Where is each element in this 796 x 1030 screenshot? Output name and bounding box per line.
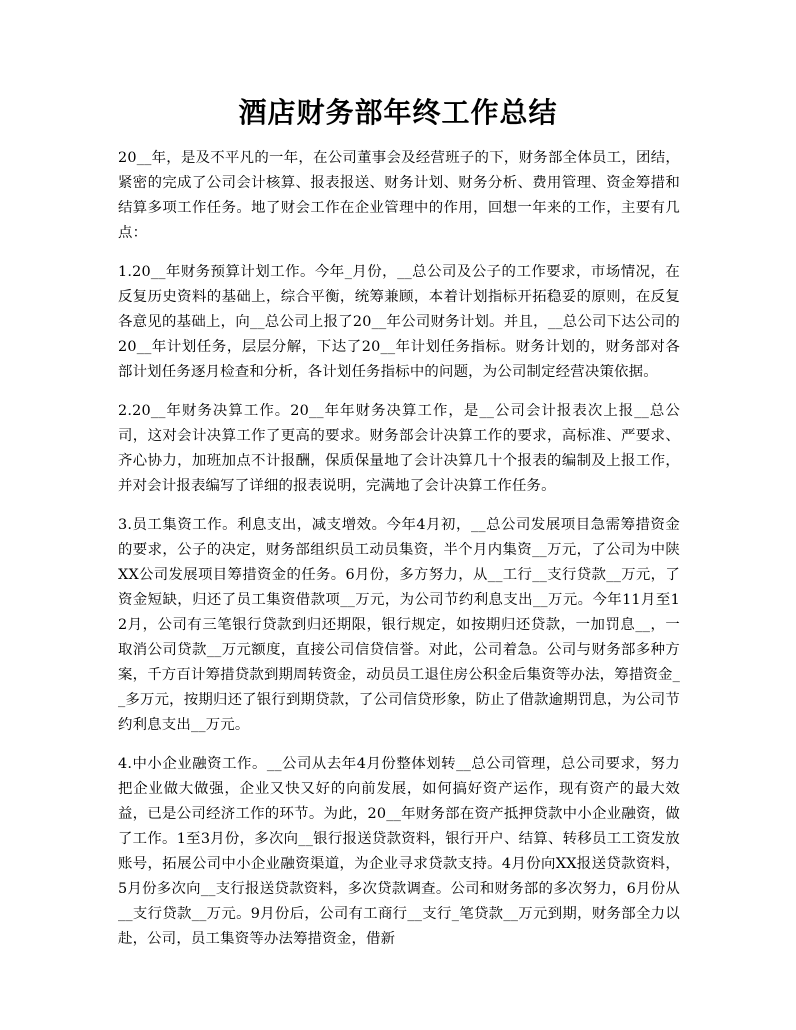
paragraph-budget-plan: 1.20__年财务预算计划工作。今年_月份，__总公司及公子的工作要求，市场情况，在反复历史资料的基础上，综合平衡，统筹兼顾，本着计划指标开拓稳妥的原则，在反复各意见的基础上，向__总公司上报了20__年公司财务计划。并且，__总公司下达公司的20__年计划任务，层层分解，下达了20__年计划任务指标。财务计划的，财务部对各部计划任务逐月检查和分析，各计划任务指标中的问题，为公司制定经营决策依据。 (118, 264, 680, 380)
paragraph-intro: 20__年，是及不平凡的一年，在公司董事会及经营班子的下，财务部全体员工，团结，紧密的完成了公司会计核算、报表报送、财务计划、财务分析、费用管理、资金筹措和结算多项工作任务。地了财会工作在企业管理中的作用，回想一年来的工作，主要有几点： (118, 150, 680, 241)
paragraph-sme-financing: 4.中小企业融资工作。__公司从去年4月份整体划转__总公司管理，总公司要求，努力把企业做大做强，企业又快又好的向前发展，如何搞好资产运作，现有资产的最大效益，已是公司经济工作的环节。为此，20__年财务部在资产抵押贷款中小企业融资，做了工作。1至3月份，多次向__银行报送贷款资料，银行开户、结算、转移员工工资发放账号，拓展公司中小企业融资渠道，为企业寻求贷款支持。4月份向XX报送贷款资料，5月份多次向__支行报送贷款资料，多次贷款调查。公司和财务部的多次努力，6月份从__支行贷款__万元。9月份后，公司有工商行__支行_笔贷款__万元到期，财务部全力以赴，公司，员工集资等办法筹措资金，借新 (118, 756, 680, 947)
paragraph-final-accounts: 2.20__年财务决算工作。20__年年财务决算工作，是__公司会计报表次上报__总公司，这对会计决算工作了更高的要求。财务部会计决算工作的要求，高标准、严要求、齐心协力，加班加点不计报酬，保质保量地了会计决算几十个报表的编制及上报工作，并对会计报表编写了详细的报表说明，完满地了会计决算工作任务。 (118, 403, 680, 494)
document-body (118, 146, 680, 966)
paragraph-staff-fundraising: 3.员工集资工作。利息支出，减支增效。今年4月初，__总公司发展项目急需筹措资金的要求，公子的决定，财务部组织员工动员集资，半个月内集资__万元，了公司为中陕XX公司发展项目筹措资金的任务。6月份，多方努力，从__工行__支行贷款__万元，了资金短缺，归还了员工集资借款项__万元，为公司节约利息支出__万元。今年11月至12月，公司有三笔银行贷款到归还期限，银行规定，如按期归还贷款，一加罚息__，一取消公司贷款__万元额度，直接公司信贷信誉。对此，公司着急。公司与财务部多种方案，千方百计筹措贷款到期周转资金，动员员工退住房公积金后集资等办法，筹措资金__多万元，按期归还了银行到期贷款，了公司信贷形象，防止了借款逾期罚息，为公司节约利息支出__万元。 (118, 517, 680, 733)
document-title: 酒店财务部年终工作总结 (238, 96, 558, 129)
